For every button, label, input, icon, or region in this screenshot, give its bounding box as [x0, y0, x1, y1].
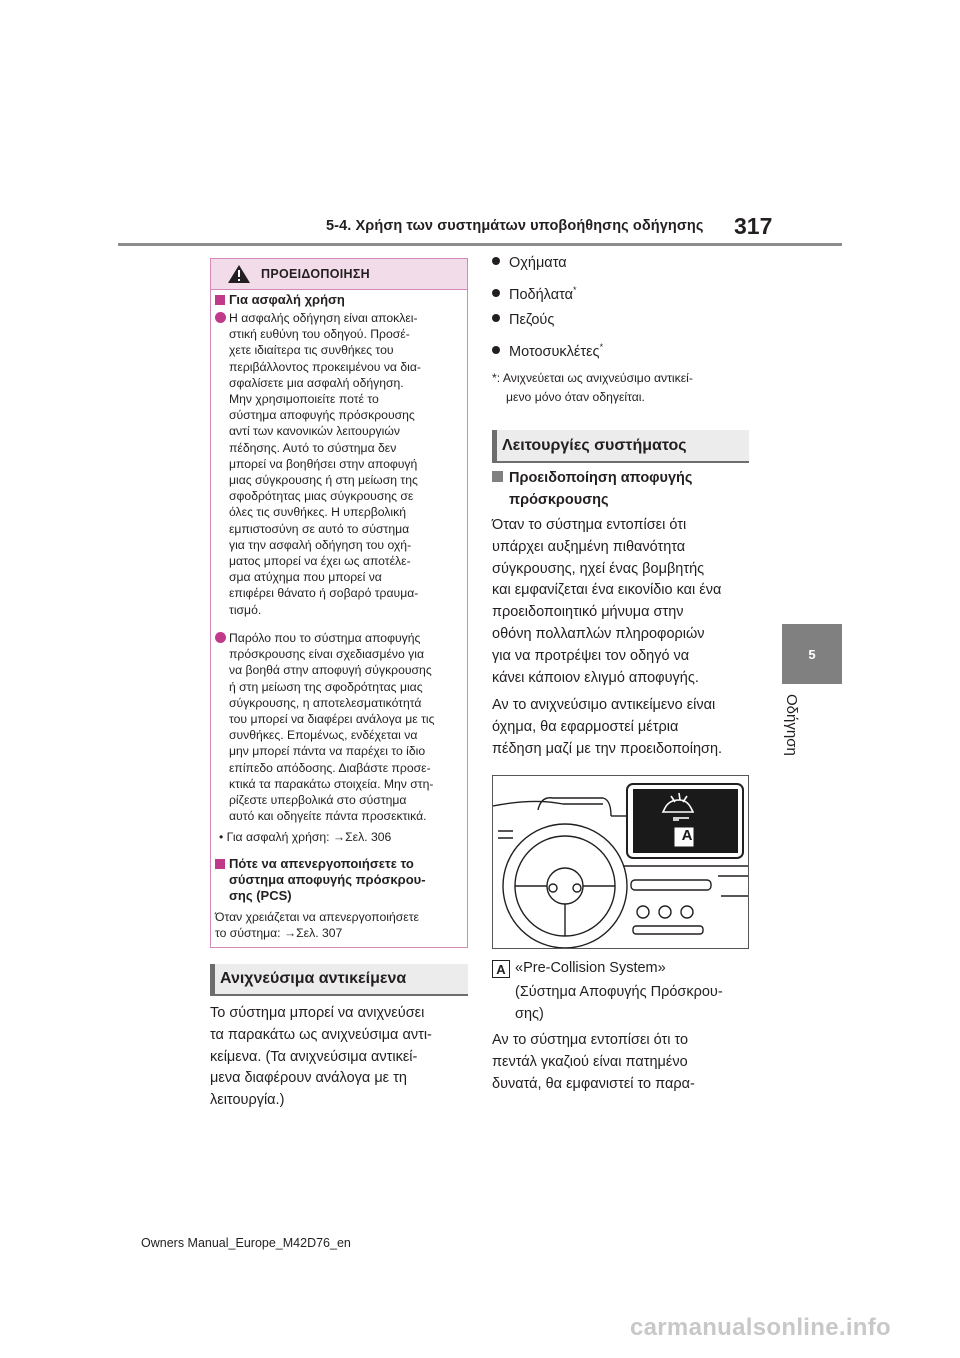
warning-section-title: Πότε να απενεργοποιήσετε το σύστημα αποφυγής πρόσκρου- σης (PCS): [215, 856, 426, 904]
caption-label-a: A: [492, 960, 510, 978]
list-item: Πεζούς: [492, 312, 554, 328]
warning-paragraph-2: Παρόλο που το σύστημα αποφυγής πρόσκρουσης είναι σχεδιασμένο για να βοηθά στην αποφυγή σύγκρουσης ή στη μείωση της σφοδρότητας μιας σύγκρουσης, η αποτελεσματικότητά του μπορεί να διαφέρει ανάλογα με τις συνθήκες. Επομένως, ενδέχεται να μην μπορεί πάντα να παρέχει το ίδιο επίπεδο απόδοσης. Διαβάστε προσε- κτικά τα παρακάτω στοιχεία. Μην στη- ρίζεστε υπερβολικά στο σύστημα αυτό και οδηγείτε πάντα προσεκτικά.: [215, 630, 463, 824]
watermark: carmanualsonline.info: [630, 1314, 892, 1341]
circle-bullet-icon: [215, 312, 226, 323]
page-reference[interactable]: • Για ασφαλή χρήση: →Σελ. 306: [219, 830, 392, 844]
square-bullet-icon: [215, 859, 225, 869]
page-number: 317: [734, 213, 773, 239]
detectable-objects-text: Το σύστημα μπορεί να ανιχνεύσει τα παρακάτω ως ανιχνεύσιμα αντι- κείμενα. (Τα ανιχνεύσιμα αντικεί- μενα διαφέρουν ανάλογα με τη λειτουργία.): [210, 1005, 432, 1109]
header-rule: [118, 243, 842, 246]
chapter-tab-label: Οδήγηση: [783, 694, 800, 756]
warning-triangle-icon: [227, 264, 251, 284]
section-heading-detectable-objects: Ανιχνεύσιμα αντικείμενα: [210, 964, 468, 994]
square-bullet-icon: [215, 295, 225, 305]
list-item: Μοτοσυκλέτες*: [492, 342, 603, 360]
list-item: Ποδήλατα*: [492, 285, 577, 303]
warning-paragraph-3: Όταν χρειάζεται να απενεργοποιήσετε το σύστημα: →Σελ. 307: [215, 910, 419, 941]
bullet-icon: [492, 257, 500, 265]
square-bullet-icon: [492, 471, 503, 482]
section-heading-system-functions: Λειτουργίες συστήματος: [492, 430, 749, 461]
dashboard-drawing: [493, 776, 749, 949]
subsection-title: Προειδοποίηση αποφυγής πρόσκρουσης: [492, 467, 752, 511]
footer-doc-id: Owners Manual_Europe_M42D76_en: [141, 1236, 351, 1250]
warning-section-title: Για ασφαλή χρήση: [215, 292, 345, 308]
dashboard-illustration: [492, 775, 749, 949]
figure-label-a: A: [681, 827, 693, 844]
chapter-tab[interactable]: 5: [782, 624, 842, 684]
paragraph: Αν το σύστημα εντοπίσει ότι το πεντάλ γκαζιού είναι πατημένο δυνατά, θα εμφανιστεί το παρα-: [492, 1032, 695, 1092]
warning-title: ΠΡΟΕΙΔΟΠΟΙΗΣΗ: [261, 267, 370, 281]
warning-box: [210, 258, 468, 948]
paragraph: Όταν το σύστημα εντοπίσει ότι υπάρχει αυξημένη πιθανότητα σύγκρουσης, ηχεί ένας βομβητής και εμφανίζεται ένα εικονίδιο και ένα προειδοποιητικό μήνυμα στην οθόνη πολλαπλών πληροφοριών για να προτρέψει τον οδηγό να κάνει κάποιον ελιγμό αποφυγής.: [492, 517, 722, 686]
warning-header: [211, 259, 467, 290]
bullet-icon: [492, 346, 500, 354]
circle-bullet-icon: [215, 632, 226, 643]
section-title: 5-4. Χρήση των συστημάτων υποβοήθησης οδήγησης: [326, 218, 704, 234]
bullet-icon: [492, 314, 500, 322]
bullet-icon: [492, 289, 500, 297]
list-item: Οχήματα: [492, 255, 567, 271]
footnote: *: Ανιχνεύεται ως ανιχνεύσιμο αντικεί- μενο μόνο όταν οδηγείται.: [492, 371, 693, 404]
figure-caption: «Pre-Collision System» (Σύστημα Αποφυγής Πρόσκρου- σης): [515, 960, 723, 1022]
paragraph: Αν το ανιχνεύσιμο αντικείμενο είναι όχημα, θα εφαρμοστεί μέτρια πέδηση μαζί με την προειδοποίηση.: [492, 697, 723, 757]
warning-paragraph-1: Η ασφαλής οδήγηση είναι αποκλει- στική ευθύνη του οδηγού. Προσέ- χετε ιδιαίτερα τις συνθήκες του περιβάλλοντος προκειμένου να δια- σφαλίσετε μια ασφαλή οδήγηση. Μην χρησιμοποιείτε ποτέ το σύστημα αποφυγής πρόσκρουσης αντί των κανονικών λειτουργιών πέδησης. Αυτό το σύστημα δεν μπορεί να βοηθήσει στην αποφυγή μιας σύγκρουσης ή στη μείωση της σφοδρότητας μιας σύγκρουσης σε όλες τις συνθήκες. Η υπερβολική εμπιστοσύνη σε αυτό το σύστημα για την ασφαλή οδήγηση του οχή- ματος μπορεί να έχει ως αποτέλε- σμα ατύχημα που μπορεί να επιφέρει θάνατο ή σοβαρό τραυμα- τισμό.: [215, 310, 463, 618]
